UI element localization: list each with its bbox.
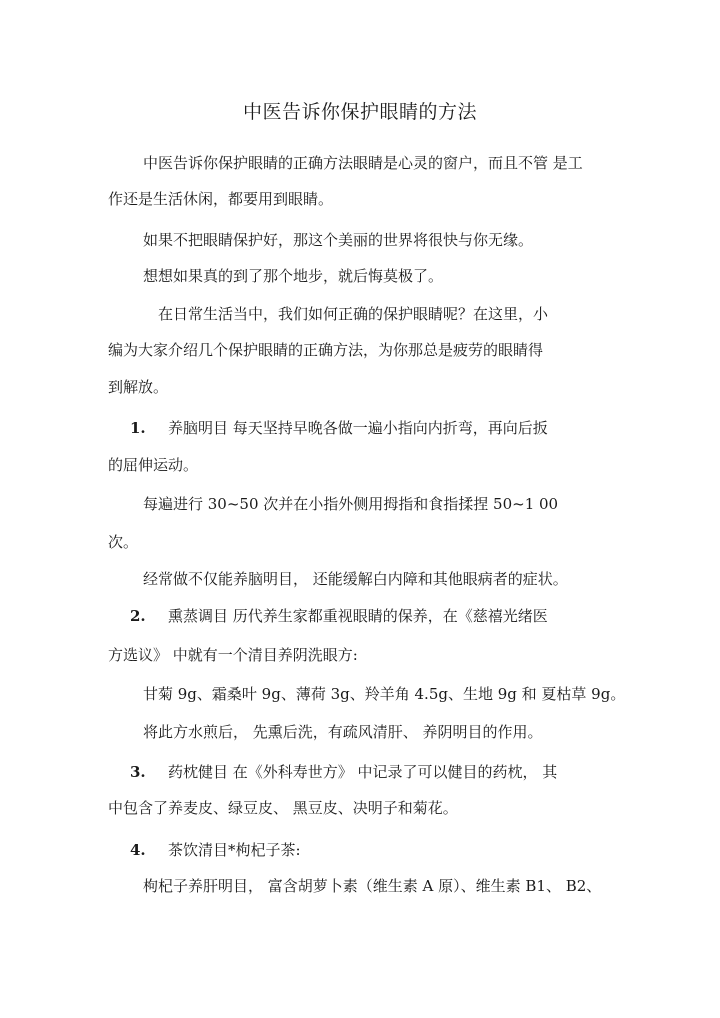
paragraph-line: 到解放。 xyxy=(108,378,169,396)
paragraph-line: 将此方水煎后， 先熏后洗，有疏风清肝、 养阴明目的作用。 xyxy=(143,723,543,741)
paragraph-line: 经常做不仅能养脑明目， 还能缓解白内障和其他眼病者的症状。 xyxy=(143,570,568,588)
paragraph-line: 编为大家介绍几个保护眼睛的正确方法，为你那总是疲劳的眼睛得 xyxy=(108,341,544,359)
list-number: 2. xyxy=(130,607,146,625)
list-number: 3. xyxy=(130,763,146,781)
paragraph-line: 作还是生活休闲，都要用到眼睛。 xyxy=(108,190,334,208)
paragraph-line: 的屈伸运动。 xyxy=(108,456,199,474)
paragraph-line: 次。 xyxy=(108,533,139,551)
paragraph-line: 想想如果真的到了那个地步，就后悔莫极了。 xyxy=(143,267,444,285)
list-item-text: 茶饮清目*枸杞子茶: xyxy=(168,841,301,859)
paragraph-line: 在日常生活当中，我们如何正确的保护眼睛呢？在这里，小 xyxy=(158,305,549,323)
paragraph-line: 每遍进行 30~50 次并在小指外侧用拇指和食指揉捏 50~1 00 xyxy=(143,495,559,513)
paragraph-line: 枸杞子养肝明目， 富含胡萝卜素（维生素 A 原）、维生素 B1、 B2、 xyxy=(143,877,602,895)
paragraph-line: 如果不把眼睛保护好，那这个美丽的世界将很快与你无缘。 xyxy=(143,231,534,249)
paragraph-line: 中包含了养麦皮、绿豆皮、 黑豆皮、决明子和菊花。 xyxy=(108,799,458,817)
paragraph-line: 中医告诉你保护眼睛的正确方法眼睛是心灵的窗户，而且不管 是工 xyxy=(143,154,583,172)
paragraph-line: 甘菊 9g、霜桑叶 9g、薄荷 3g、羚羊角 4.5g、生地 9g 和 夏枯草 9g。 xyxy=(143,685,626,703)
list-number: 4. xyxy=(130,841,146,859)
list-item-text: 熏蒸调目 历代养生家都重视眼睛的保养，在《慈禧光绪医 xyxy=(168,607,548,625)
list-item-text: 药枕健目 在《外科寿世方》 中记录了可以健目的药枕， 其 xyxy=(168,763,558,781)
list-item-text: 养脑明目 每天坚持早晚各做一遍小指向内折弯，再向后扳 xyxy=(168,419,548,437)
list-number: 1. xyxy=(130,419,146,437)
paragraph-line: 方选议》 中就有一个清目养阴洗眼方: xyxy=(108,646,358,664)
document-title: 中医告诉你保护眼睛的方法 xyxy=(242,101,477,123)
